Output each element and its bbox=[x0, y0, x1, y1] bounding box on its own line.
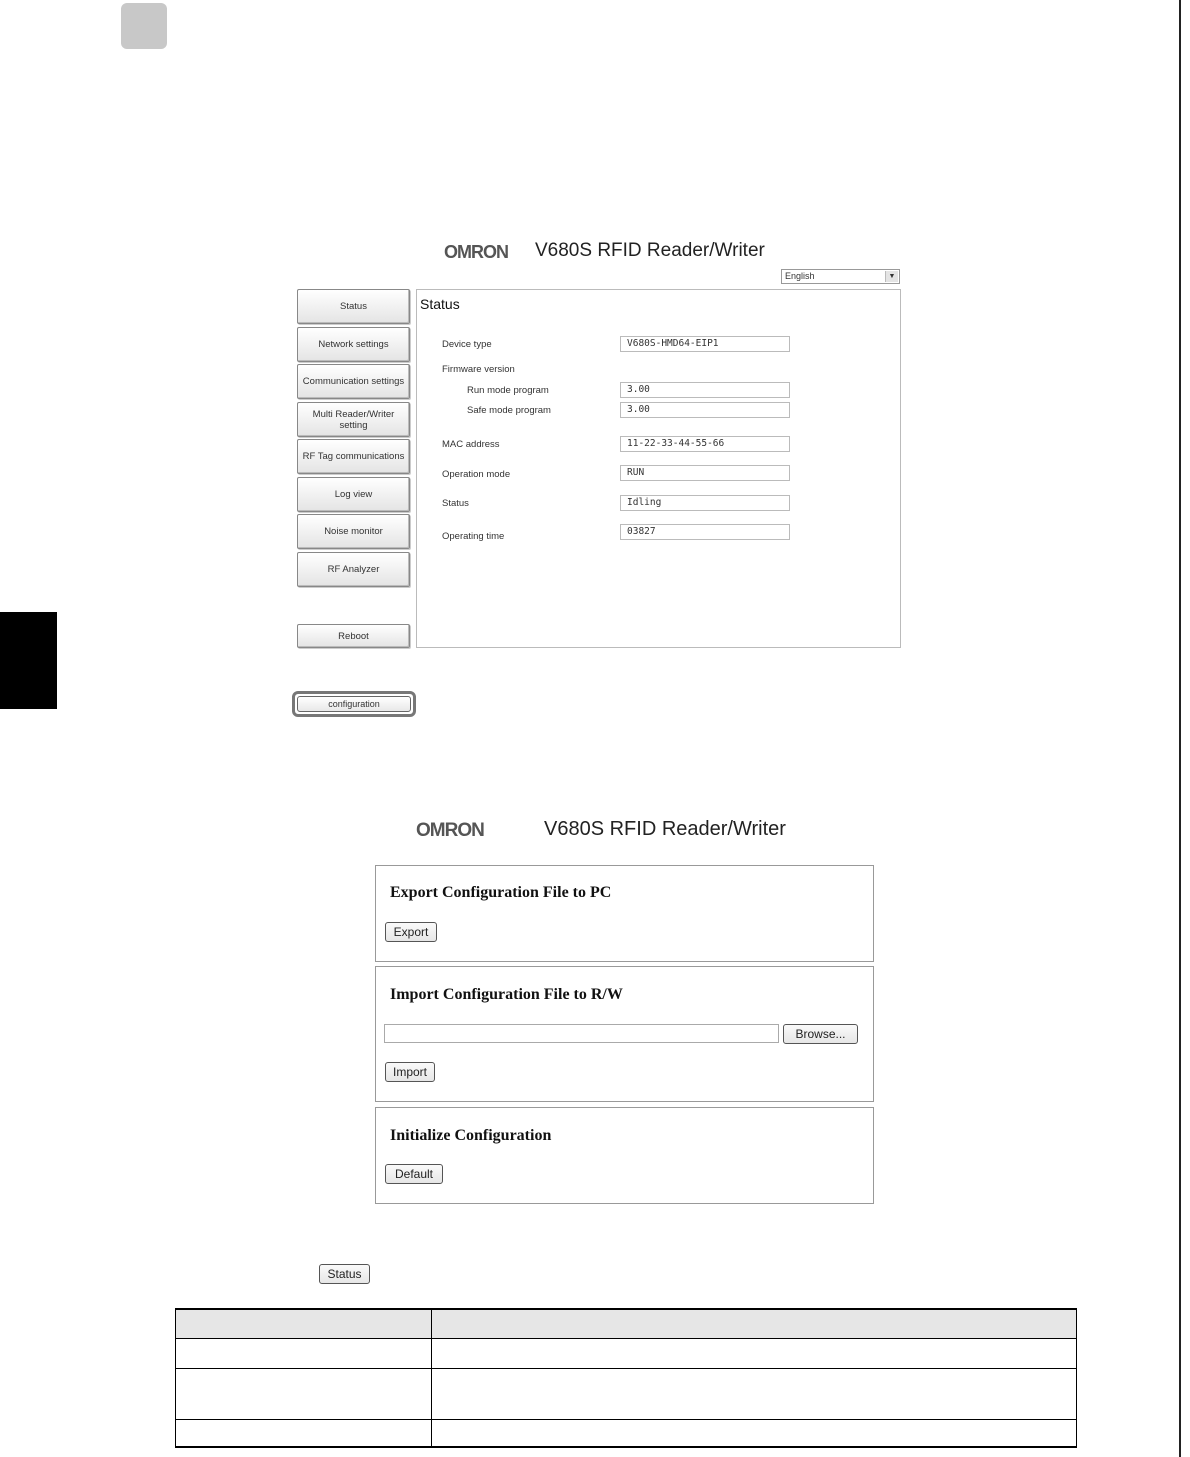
panel-title: Status bbox=[420, 296, 460, 312]
operation-mode-label: Operation mode bbox=[442, 469, 511, 480]
operation-mode-value: RUN bbox=[620, 465, 790, 481]
table-cell bbox=[432, 1369, 1077, 1420]
language-select[interactable] bbox=[781, 269, 900, 284]
safe-mode-program-value: 3.00 bbox=[620, 402, 790, 418]
browse-button[interactable]: Browse... bbox=[783, 1024, 858, 1044]
status-reference-button[interactable]: Status bbox=[319, 1264, 370, 1284]
omron-logo-2: OMRON bbox=[416, 820, 484, 841]
import-button[interactable]: Import bbox=[385, 1062, 435, 1082]
initialize-heading: Initialize Configuration bbox=[390, 1127, 552, 1144]
reboot-button[interactable]: Reboot bbox=[297, 624, 410, 648]
omron-logo: OMRON bbox=[444, 242, 508, 262]
page-margin-line bbox=[1179, 0, 1181, 1457]
operating-time-value: 03827 bbox=[620, 524, 790, 540]
export-heading: Export Configuration File to PC bbox=[390, 884, 612, 901]
file-path-input[interactable] bbox=[384, 1024, 779, 1043]
status-label: Status bbox=[442, 498, 469, 509]
table-row bbox=[176, 1339, 1077, 1369]
nav-noise-monitor-button[interactable]: Noise monitor bbox=[297, 514, 410, 549]
device-type-value: V680S-HMD64-EIP1 bbox=[620, 336, 790, 352]
configuration-button[interactable]: configuration bbox=[297, 696, 411, 712]
app-title-2: V680S RFID Reader/Writer bbox=[544, 818, 786, 840]
language-select-value: English bbox=[785, 271, 815, 281]
table-cell bbox=[176, 1339, 432, 1369]
nav-communication-settings-button[interactable]: Communication settings bbox=[297, 364, 410, 399]
table-cell bbox=[432, 1339, 1077, 1369]
run-mode-program-value: 3.00 bbox=[620, 382, 790, 398]
chevron-down-icon[interactable]: ▼ bbox=[885, 271, 898, 282]
mac-address-value: 11-22-33-44-55-66 bbox=[620, 436, 790, 452]
table-cell bbox=[176, 1420, 432, 1448]
section-marker-box bbox=[121, 3, 167, 49]
device-type-label: Device type bbox=[442, 339, 492, 350]
safe-mode-program-label: Safe mode program bbox=[467, 405, 551, 416]
mac-address-label: MAC address bbox=[442, 439, 500, 450]
table-header-row bbox=[176, 1309, 1077, 1339]
table-cell bbox=[176, 1369, 432, 1420]
nav-rf-analyzer-button[interactable]: RF Analyzer bbox=[297, 552, 410, 587]
run-mode-program-label: Run mode program bbox=[467, 385, 549, 396]
default-button[interactable]: Default bbox=[385, 1164, 443, 1184]
import-heading: Import Configuration File to R/W bbox=[390, 986, 623, 1003]
description-table bbox=[175, 1308, 1077, 1448]
table-cell bbox=[432, 1420, 1077, 1448]
export-panel bbox=[375, 865, 874, 962]
table-header-cell bbox=[176, 1309, 432, 1339]
nav-rf-tag-communications-button[interactable]: RF Tag communications bbox=[297, 439, 410, 474]
app-title: V680S RFID Reader/Writer bbox=[535, 240, 765, 261]
nav-status-button[interactable]: Status bbox=[297, 289, 410, 324]
table-header-cell bbox=[432, 1309, 1077, 1339]
status-value: Idling bbox=[620, 495, 790, 511]
nav-multi-reader-writer-button[interactable]: Multi Reader/Writer setting bbox=[297, 402, 410, 437]
table-row bbox=[176, 1369, 1077, 1420]
operating-time-label: Operating time bbox=[442, 531, 505, 542]
nav-network-settings-button[interactable]: Network settings bbox=[297, 327, 410, 362]
nav-log-view-button[interactable]: Log view bbox=[297, 477, 410, 512]
initialize-panel bbox=[375, 1107, 874, 1204]
table-row bbox=[176, 1420, 1077, 1448]
export-button[interactable]: Export bbox=[385, 922, 437, 942]
chapter-side-tab bbox=[0, 612, 57, 709]
firmware-version-label: Firmware version bbox=[442, 364, 515, 375]
